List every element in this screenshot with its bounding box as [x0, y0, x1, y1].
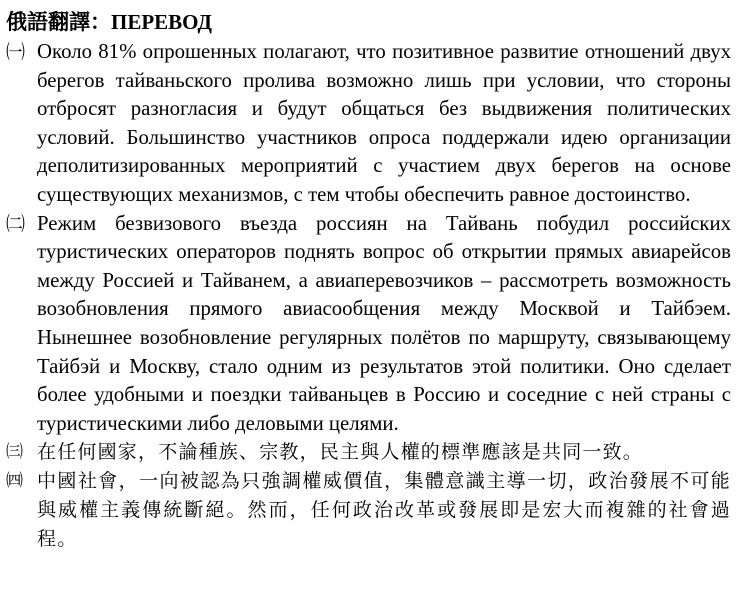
paragraph-3 — [6, 438, 731, 467]
paragraph-3-text: 在任何國家，不論種族、宗教，民主與人權的標準應該是共同一致。 — [37, 441, 644, 464]
page-title: 俄語翻譯：ПЕРЕВОД — [6, 10, 212, 34]
paragraph-1 — [6, 38, 731, 210]
item-number-2: ㈡ — [6, 212, 26, 235]
paragraph-2-text: Режим безвизового въезда россиян на Тайвань побудил российских туристических операторов поднять вопрос об открытии прямых авиарейсов между Россией и Тайванем, а авиаперевозчиков – рассмотреть возможность возобновления прямого авиасообщения между Москвой и Тайбэем. Нынешнее возобновление регулярных полётов по маршруту, связывающему Тайбэй и Москву, стало одним из результатов этой политики. Оно сделает более удобными и поездки тайваньцев в Россию и соседние с ней страны с туристическими либо деловыми целями. — [37, 211, 731, 435]
paragraph-2 — [6, 210, 731, 439]
item-number-4: ㈣ — [6, 471, 25, 492]
item-number-1: ㈠ — [6, 41, 26, 63]
item-number-3: ㈢ — [6, 442, 25, 463]
paragraph-4-text: 中國社會，一向被認為只強調權威價值，集體意識主導一切，政治發展不可能與威權主義傳統斷絕。然而，任何政治改革或發展即是宏大而複雜的社會過程。 — [37, 470, 731, 551]
paragraph-4 — [6, 467, 731, 554]
document-page — [6, 8, 731, 554]
paragraph-1-text: Около 81% опрошенных полагают, что позитивное развитие отношений двух берегов тайваньского пролива возможно лишь при условии, что стороны отбросят разногласия и будут общаться без выдвижения политических условий. Большинство участников опроса поддержали идею организации деполитизированных мероприятий с участием двух берегов на основе существующих механизмов, с тем чтобы обеспечить равное достоинство. — [37, 40, 731, 206]
